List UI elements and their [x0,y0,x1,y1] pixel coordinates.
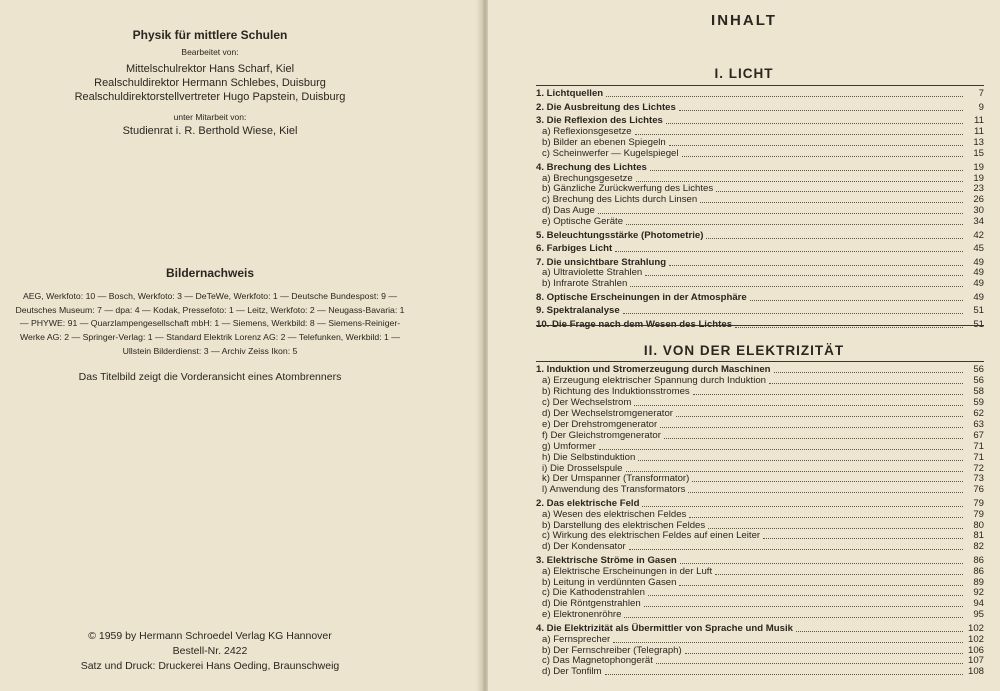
toc-entry-label: d) Der Kondensator [542,541,626,553]
section-heading-licht: I. LICHT [714,66,774,81]
toc-subentry [536,666,984,677]
dot-leader [692,481,963,482]
toc-page-number: 67 [973,429,984,441]
toc-chapter-entry [536,305,984,316]
toc-subentry [536,126,984,137]
dot-leader [634,405,963,406]
cover-note: Das Titelbild zeigt die Vorderansicht eines Atombrenners [78,371,342,383]
dot-leader [605,674,963,675]
dot-leader [679,585,963,586]
toc-subentry [536,645,984,656]
toc-entry-label: 3. Die Reflexion des Lichtes [536,115,663,127]
contents-title: INHALT [711,12,777,29]
dot-leader [599,449,963,450]
dot-leader [656,663,963,664]
toc-page-number: 89 [973,576,984,588]
book-title: Physik für mittlere Schulen [132,28,288,42]
toc-page-number: 49 [973,278,984,290]
toc-page-number: 71 [973,451,984,463]
toc-subentry [536,474,984,485]
toc-chapter-entry [536,116,984,127]
toc-page-number: 11 [974,126,984,138]
toc-page-number: 94 [973,598,984,610]
toc-entry-label: 4. Die Elektrizität als Übermittler von Sprache und Musik [536,622,793,634]
dot-leader [626,471,963,472]
toc-chapter-entry [536,257,984,268]
dot-leader [624,617,963,618]
toc-entry-label: d) Der Tonfilm [542,666,602,678]
toc-page-number: 7 [978,88,984,100]
dot-leader [689,517,963,518]
toc-section-licht [536,86,984,330]
toc-entry-label: 1. Lichtquellen [536,88,604,100]
author-3: Realschuldirektorstellvertreter Hugo Papstein, Duisburg [74,91,346,103]
dot-leader [636,181,963,182]
dot-leader [660,427,963,428]
order-number: Bestell-Nr. 2422 [172,645,248,657]
toc-page-number: 73 [973,473,984,485]
toc-chapter-entry [536,89,984,100]
toc-entry-label: d) Die Röntgenstrahlen [542,598,641,610]
dot-leader [682,156,963,157]
toc-subentry [536,463,984,474]
toc-chapter-entry [536,243,984,254]
toc-page-number: 49 [973,267,984,279]
toc-page-number: 42 [973,229,984,241]
toc-chapter-entry [536,365,984,376]
toc-entry-label: 9. Spektralanalyse [536,305,620,317]
toc-subentry [536,430,984,441]
toc-subentry [536,531,984,542]
toc-entry-label: l) Anwendung des Transformators [542,484,686,496]
toc-entry-label: 5. Beleuchtungsstärke (Photometrie) [536,229,704,241]
toc-entry-label: 2. Das elektrische Feld [536,497,640,509]
toc-page-number: 59 [973,397,984,409]
dot-leader [769,383,963,384]
collaborator: Studienrat i. R. Berthold Wiese, Kiel [122,125,298,137]
toc-entry-label: b) Darstellung des elektrischen Feldes [542,519,706,531]
toc-page-number: 92 [973,587,984,599]
dot-leader [735,327,963,328]
toc-subentry [536,598,984,609]
dot-leader [679,110,963,111]
toc-entry-label: e) Optische Geräte [542,216,624,228]
toc-page-number: 72 [973,462,984,474]
toc-entry-label: 6. Farbiges Licht [536,243,613,255]
toc-subentry [536,397,984,408]
toc-page-number: 71 [973,440,984,452]
toc-entry-label: e) Elektronenröhre [542,609,622,621]
dot-leader [613,642,963,643]
toc-page-number: 49 [973,256,984,268]
toc-page-number: 80 [973,519,984,531]
toc-chapter-entry [536,498,984,509]
dot-leader [693,394,963,395]
toc-page-number: 34 [973,216,984,228]
toc-page-number: 102 [967,622,984,634]
toc-entry-label: h) Die Selbstinduktion [542,451,636,463]
toc-chapter-entry [536,102,984,113]
toc-subentry [536,278,984,289]
collaboration-label: unter Mitarbeit von: [173,112,247,122]
toc-section-elektrizitaet [536,362,984,677]
dot-leader [715,574,963,575]
toc-entry-label: a) Elektrische Erscheinungen in der Luft [542,565,713,577]
toc-entry-label: d) Das Auge [542,205,595,217]
dot-leader [623,313,963,314]
dot-leader [635,134,963,135]
toc-chapter-entry [536,230,984,241]
dot-leader [700,202,963,203]
dot-leader [688,492,963,493]
toc-subentry [536,419,984,430]
toc-subentry [536,588,984,599]
toc-entry-label: i) Die Drosselspule [542,462,623,474]
toc-chapter-entry [536,623,984,634]
dot-leader [630,286,963,287]
toc-entry-label: 8. Optische Erscheinungen in der Atmosphäre [536,291,747,303]
toc-subentry [536,148,984,159]
dot-leader [606,96,963,97]
toc-entry-label: e) Der Drehstromgenerator [542,418,658,430]
toc-entry-label: a) Wesen des elektrischen Feldes [542,508,687,520]
toc-page-number: 9 [978,101,984,113]
printing-line: Satz und Druck: Druckerei Hans Oeding, Braunschweig [80,660,340,672]
toc-entry-label: 1. Induktion und Stromerzeugung durch Maschinen [536,364,771,376]
dot-leader [685,653,963,654]
toc-entry-label: c) Die Kathodenstrahlen [542,587,645,599]
copyright-line: © 1959 by Hermann Schroedel Verlag KG Hannover [88,630,332,642]
toc-entry-label: a) Erzeugung elektrischer Spannung durch Induktion [542,375,766,387]
toc-entry-label: 7. Die unsichtbare Strahlung [536,256,667,268]
toc-entry-label: c) Scheinwerfer — Kugelspiegel [542,148,679,160]
dot-leader [669,265,963,266]
toc-entry-label: a) Ultraviolette Strahlen [542,267,643,279]
dot-leader [648,595,963,596]
dot-leader [706,238,963,239]
toc-page-number: 82 [973,541,984,553]
toc-subentry [536,194,984,205]
toc-subentry [536,509,984,520]
toc-subentry [536,484,984,495]
toc-entry-label: a) Brechungsgesetze [542,172,633,184]
toc-subentry [536,184,984,195]
toc-subentry [536,520,984,531]
toc-page-number: 19 [973,172,984,184]
toc-page-number: 108 [967,666,984,678]
toc-page-number: 102 [967,633,984,645]
toc-page-number: 76 [973,484,984,496]
toc-subentry [536,173,984,184]
toc-page-number: 23 [973,183,984,195]
toc-subentry [536,205,984,216]
toc-entry-label: b) Der Fernschreiber (Telegraph) [542,644,682,656]
toc-page-number: 13 [973,137,984,149]
dot-leader [708,528,963,529]
toc-page-number: 86 [973,554,984,566]
dot-leader [645,275,963,276]
edited-by-label: Bearbeitet von: [181,47,239,57]
toc-page-number: 79 [973,508,984,520]
toc-entry-label: a) Reflexionsgesetze [542,126,632,138]
toc-entry-label: b) Gänzliche Zurückwerfung des Lichtes [542,183,714,195]
toc-subentry [536,408,984,419]
toc-page-number: 63 [973,418,984,430]
publisher-block [0,629,420,674]
dot-leader [642,506,963,507]
dot-leader [676,416,963,417]
toc-subentry [536,268,984,279]
dot-leader [664,438,963,439]
dot-leader [650,170,963,171]
dot-leader [796,631,963,632]
toc-chapter-entry [536,555,984,566]
toc-subentry [536,634,984,645]
contents-page [488,0,1000,691]
toc-page-number: 56 [973,375,984,387]
toc-entry-label: b) Bilder an ebenen Spiegeln [542,137,666,149]
toc-entry-label: 2. Die Ausbreitung des Lichtes [536,101,676,113]
image-credits-heading: Bildernachweis [165,266,255,280]
dot-leader [666,123,963,124]
toc-subentry [536,656,984,667]
imprint-page [0,0,482,691]
toc-page-number: 107 [967,655,984,667]
toc-page-number: 19 [973,161,984,173]
toc-subentry [536,137,984,148]
toc-subentry [536,541,984,552]
toc-entry-label: k) Der Umspanner (Transformator) [542,473,690,485]
section-heading-elektrizitaet: II. VON DER ELEKTRIZITÄT [643,343,845,358]
toc-subentry [536,452,984,463]
toc-entry-label: d) Der Wechselstromgenerator [542,408,673,420]
image-credits-text: AEG, Werkfoto: 10 — Bosch, Werkfoto: 3 — DeTeWe, Werkfoto: 1 — Deutsche Bundespost: 9 — Deutsches Museum: 7 — dpa: 4 — Kodak, Pressefoto: 1 — Leitz, Werkfoto: 2 — Neugass-Bavaria: 1 — PHYWE: 91 — Quarzlampengesellschaft mbH: 1 — Siemens, Werkbild: 8 — Siemens-Reiniger-Werke AG: 2 — Springer-Verlag: 1 — Standard Elektrik Lorenz AG: 2 — Telefunken, Werkbild: 1 — Ullstein Bilderdienst: 3 — Archiv Zeiss Ikon: 5 [15,291,405,356]
toc-entry-label: 3. Elektrische Ströme in Gasen [536,554,677,566]
author-1: Mittelschulrektor Hans Scharf, Kiel [125,63,295,75]
toc-chapter-entry [536,162,984,173]
dot-leader [750,300,963,301]
toc-entry-label: b) Infrarote Strahlen [542,278,628,290]
toc-entry-label: c) Der Wechselstrom [542,397,632,409]
toc-entry-label: b) Leitung in verdünnten Gasen [542,576,677,588]
toc-entry-label: c) Wirkung des elektrischen Feldes auf einen Leiter [542,530,761,542]
toc-page-number: 58 [973,386,984,398]
toc-page-number: 30 [973,205,984,217]
toc-chapter-entry [536,292,984,303]
dot-leader [680,563,963,564]
dot-leader [644,606,963,607]
toc-entry-label: f) Der Gleichstromgenerator [542,429,661,441]
toc-subentry [536,441,984,452]
toc-page-number: 51 [973,305,984,317]
toc-page-number: 11 [974,115,984,127]
toc-subentry [536,566,984,577]
toc-page-number: 49 [973,291,984,303]
toc-page-number: 81 [973,530,984,542]
dot-leader [626,224,963,225]
dot-leader [615,251,963,252]
dot-leader [774,372,963,373]
toc-entry-label: 4. Brechung des Lichtes [536,161,647,173]
toc-entry-label: b) Richtung des Induktionsstromes [542,386,690,398]
author-2: Realschuldirektor Hermann Schlebes, Duisburg [94,77,326,89]
dot-leader [598,213,963,214]
toc-subentry [536,375,984,386]
dot-leader [638,460,963,461]
toc-page-number: 86 [973,565,984,577]
toc-page-number: 45 [973,243,984,255]
section-rule [536,325,984,326]
toc-page-number: 79 [973,497,984,509]
dot-leader [716,191,963,192]
toc-subentry [536,216,984,227]
toc-subentry [536,386,984,397]
toc-entry-label: c) Brechung des Lichts durch Linsen [542,194,698,206]
toc-subentry [536,609,984,620]
toc-page-number: 26 [973,194,984,206]
authors-list [0,62,420,104]
dot-leader [669,145,963,146]
toc-page-number: 62 [973,408,984,420]
toc-subentry [536,577,984,588]
dot-leader [763,538,963,539]
toc-page-number: 106 [967,644,984,656]
toc-page-number: 56 [973,364,984,376]
toc-page-number: 15 [973,148,984,160]
toc-entry-label: a) Fernsprecher [542,633,611,645]
toc-entry-label: g) Umformer [542,440,596,452]
dot-leader [629,549,963,550]
toc-page-number: 95 [973,609,984,621]
toc-entry-label: c) Das Magnetophongerät [542,655,653,667]
